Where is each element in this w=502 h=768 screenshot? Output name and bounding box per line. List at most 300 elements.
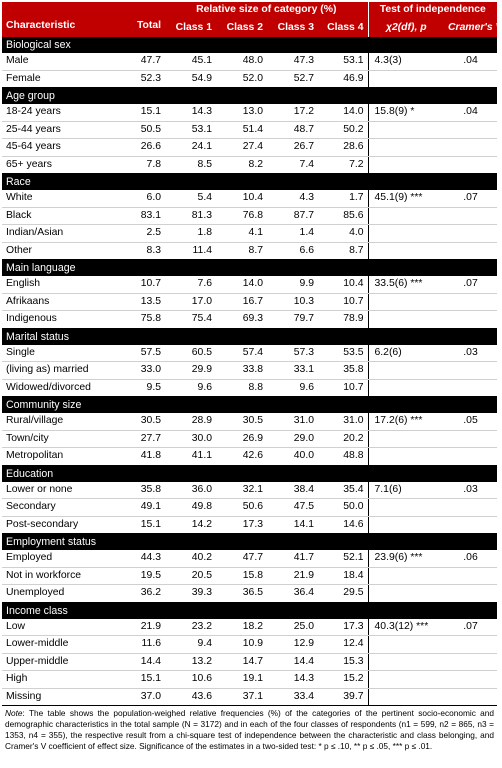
value-class-3: 29.0 (267, 430, 318, 448)
cramers-v-empty (444, 653, 497, 671)
section-title: Community size (2, 397, 497, 414)
value-class-4: 7.2 (318, 156, 368, 174)
table-row (2, 121, 497, 139)
row-label: Lower-middle (2, 636, 120, 654)
value-class-3: 52.7 (267, 70, 318, 88)
table-note (2, 708, 497, 752)
cramers-v-empty (444, 156, 497, 174)
row-label: Lower or none (2, 482, 120, 499)
value-class-3: 38.4 (267, 482, 318, 499)
row-label: 45-64 years (2, 139, 120, 157)
value-class-1: 10.6 (165, 671, 216, 689)
chi-square-empty (368, 156, 444, 174)
chi-square-empty (368, 448, 444, 466)
value-class-3: 1.4 (267, 225, 318, 243)
value-class-2: 52.0 (216, 70, 267, 88)
value-class-3: 40.0 (267, 448, 318, 466)
row-label: 18-24 years (2, 104, 120, 121)
cramers-v-value: .06 (444, 550, 497, 567)
value-class-4: 1.7 (318, 190, 368, 207)
value-class-2: 17.3 (216, 516, 267, 534)
section-title: Race (2, 174, 497, 191)
section-title: Main language (2, 260, 497, 277)
value-class-1: 9.4 (165, 636, 216, 654)
chi-square-empty (368, 567, 444, 585)
value-class-4: 29.5 (318, 585, 368, 603)
row-label: Indigenous (2, 311, 120, 329)
header-relative-size: Relative size of category (%) (165, 2, 368, 18)
value-class-3: 9.9 (267, 276, 318, 293)
table-row (2, 53, 497, 70)
value-class-1: 14.3 (165, 104, 216, 121)
chi-square-value: 7.1(6) (368, 482, 444, 499)
chi-square-empty (368, 585, 444, 603)
chi-square-value: 4.3(3) (368, 53, 444, 70)
value-class-2: 4.1 (216, 225, 267, 243)
value-class-3: 36.4 (267, 585, 318, 603)
table-row (2, 499, 497, 517)
chi-square-empty (368, 499, 444, 517)
cramers-v-value: .05 (444, 413, 497, 430)
value-class-4: 10.4 (318, 276, 368, 293)
value-class-1: 24.1 (165, 139, 216, 157)
value-total: 52.3 (120, 70, 165, 88)
value-total: 11.6 (120, 636, 165, 654)
value-class-2: 13.0 (216, 104, 267, 121)
table-row (2, 653, 497, 671)
value-class-3: 14.4 (267, 653, 318, 671)
value-total: 83.1 (120, 207, 165, 225)
section-title: Education (2, 465, 497, 482)
value-class-2: 26.9 (216, 430, 267, 448)
chi-square-empty (368, 207, 444, 225)
value-class-4: 8.7 (318, 242, 368, 260)
value-class-3: 21.9 (267, 567, 318, 585)
row-label: Indian/Asian (2, 225, 120, 243)
section-title: Employment status (2, 534, 497, 551)
table-row (2, 190, 497, 207)
row-label: Afrikaans (2, 293, 120, 311)
value-class-4: 17.3 (318, 619, 368, 636)
value-total: 7.8 (120, 156, 165, 174)
table-header (2, 2, 502, 37)
row-label: Other (2, 242, 120, 260)
value-total: 27.7 (120, 430, 165, 448)
row-label: Post-secondary (2, 516, 120, 534)
header-class-2: Class 2 (216, 18, 267, 37)
value-total: 8.3 (120, 242, 165, 260)
value-class-4: 15.2 (318, 671, 368, 689)
value-total: 33.0 (120, 362, 165, 380)
value-total: 37.0 (120, 688, 165, 706)
cramers-v-empty (444, 499, 497, 517)
header-total: Total (120, 2, 165, 37)
cramers-v-value: .07 (444, 190, 497, 207)
value-class-4: 50.2 (318, 121, 368, 139)
row-label: High (2, 671, 120, 689)
row-label: Upper-middle (2, 653, 120, 671)
value-class-4: 53.5 (318, 345, 368, 362)
table-row (2, 379, 497, 397)
cramers-v-value: .07 (444, 619, 497, 636)
value-total: 15.1 (120, 671, 165, 689)
table-row (2, 362, 497, 380)
value-total: 15.1 (120, 104, 165, 121)
row-label: Metropolitan (2, 448, 120, 466)
section-header-row (2, 260, 497, 277)
value-total: 35.8 (120, 482, 165, 499)
value-class-4: 14.6 (318, 516, 368, 534)
section-header-row (2, 174, 497, 191)
value-total: 75.8 (120, 311, 165, 329)
value-total: 30.5 (120, 413, 165, 430)
value-class-1: 8.5 (165, 156, 216, 174)
value-class-4: 39.7 (318, 688, 368, 706)
chi-square-empty (368, 293, 444, 311)
value-class-3: 31.0 (267, 413, 318, 430)
chi-square-value: 45.1(9) *** (368, 190, 444, 207)
value-class-3: 9.6 (267, 379, 318, 397)
value-class-1: 17.0 (165, 293, 216, 311)
value-class-4: 15.3 (318, 653, 368, 671)
section-title: Income class (2, 602, 497, 619)
chi-square-empty (368, 636, 444, 654)
table-row (2, 688, 497, 706)
value-class-2: 19.1 (216, 671, 267, 689)
chi-square-empty (368, 311, 444, 329)
note-text: : The table shows the population-weighed relative frequencies (%) of the categories of the pertinent socio-economic and demographic characteristics in the total sample (N = 3172) and in each of the four classes of respondents (n1 = 599, n2 = 865, n3 = 1353, n4 = 355), the respective result from a chi-square test of independence between the characteristic and class belonging, and Cramer's V coefficient of effect size. Significance of the estimates in a two-sided test: * p ≤ .10, ** p ≤ .05, *** p ≤ .01. (5, 708, 494, 751)
table-body (2, 37, 497, 706)
section-header-row (2, 465, 497, 482)
cramers-v-empty (444, 516, 497, 534)
row-label: Missing (2, 688, 120, 706)
value-class-3: 14.1 (267, 516, 318, 534)
table-row (2, 516, 497, 534)
cramers-v-empty (444, 70, 497, 88)
value-class-1: 11.4 (165, 242, 216, 260)
value-class-3: 48.7 (267, 121, 318, 139)
value-class-3: 12.9 (267, 636, 318, 654)
value-class-4: 50.0 (318, 499, 368, 517)
value-class-2: 37.1 (216, 688, 267, 706)
value-class-1: 23.2 (165, 619, 216, 636)
row-label: Male (2, 53, 120, 70)
cramers-v-empty (444, 311, 497, 329)
value-class-4: 78.9 (318, 311, 368, 329)
table-row (2, 482, 497, 499)
cramers-v-empty (444, 379, 497, 397)
value-class-1: 43.6 (165, 688, 216, 706)
cramers-v-empty (444, 242, 497, 260)
chi-square-empty (368, 242, 444, 260)
chi-square-value: 6.2(6) (368, 345, 444, 362)
value-total: 19.5 (120, 567, 165, 585)
value-class-2: 76.8 (216, 207, 267, 225)
value-total: 6.0 (120, 190, 165, 207)
value-class-2: 10.9 (216, 636, 267, 654)
cramers-v-value: .03 (444, 345, 497, 362)
table-row (2, 311, 497, 329)
value-class-1: 29.9 (165, 362, 216, 380)
value-class-1: 39.3 (165, 585, 216, 603)
value-class-3: 26.7 (267, 139, 318, 157)
value-class-1: 28.9 (165, 413, 216, 430)
value-class-2: 8.2 (216, 156, 267, 174)
header-class-3: Class 3 (267, 18, 318, 37)
value-class-2: 69.3 (216, 311, 267, 329)
row-label: Widowed/divorced (2, 379, 120, 397)
value-class-2: 50.6 (216, 499, 267, 517)
value-class-3: 7.4 (267, 156, 318, 174)
value-class-2: 33.8 (216, 362, 267, 380)
cramers-v-empty (444, 225, 497, 243)
row-label: 65+ years (2, 156, 120, 174)
value-class-2: 14.7 (216, 653, 267, 671)
value-class-1: 7.6 (165, 276, 216, 293)
value-class-3: 87.7 (267, 207, 318, 225)
table-row (2, 225, 497, 243)
value-class-3: 6.6 (267, 242, 318, 260)
value-class-3: 47.3 (267, 53, 318, 70)
note-label: Note (5, 708, 23, 718)
row-label: Black (2, 207, 120, 225)
value-class-1: 14.2 (165, 516, 216, 534)
table-row (2, 619, 497, 636)
table-row (2, 550, 497, 567)
value-class-1: 1.8 (165, 225, 216, 243)
value-class-4: 10.7 (318, 293, 368, 311)
chi-square-empty (368, 516, 444, 534)
value-class-1: 9.6 (165, 379, 216, 397)
value-class-4: 35.8 (318, 362, 368, 380)
header-class-1: Class 1 (165, 18, 216, 37)
value-class-4: 52.1 (318, 550, 368, 567)
chi-square-empty (368, 139, 444, 157)
value-total: 15.1 (120, 516, 165, 534)
cramers-v-value: .03 (444, 482, 497, 499)
table-row (2, 585, 497, 603)
value-class-3: 4.3 (267, 190, 318, 207)
cramers-v-empty (444, 430, 497, 448)
value-class-1: 36.0 (165, 482, 216, 499)
value-class-3: 41.7 (267, 550, 318, 567)
row-label: White (2, 190, 120, 207)
value-class-3: 14.3 (267, 671, 318, 689)
value-total: 41.8 (120, 448, 165, 466)
table-figure (2, 2, 502, 752)
row-label: Town/city (2, 430, 120, 448)
section-title: Age group (2, 88, 497, 105)
table-row (2, 242, 497, 260)
table-row (2, 448, 497, 466)
row-label: 25-44 years (2, 121, 120, 139)
cramers-v-empty (444, 139, 497, 157)
cramers-v-value: .07 (444, 276, 497, 293)
value-class-2: 30.5 (216, 413, 267, 430)
header-characteristic: Characteristic (2, 2, 120, 37)
value-class-1: 40.2 (165, 550, 216, 567)
cramers-v-empty (444, 121, 497, 139)
cramers-v-empty (444, 293, 497, 311)
value-class-2: 42.6 (216, 448, 267, 466)
cramers-v-empty (444, 448, 497, 466)
header-test-of-independence: Test of independence (368, 2, 497, 18)
row-label: Not in workforce (2, 567, 120, 585)
value-class-2: 47.7 (216, 550, 267, 567)
table-row (2, 671, 497, 689)
value-class-4: 10.7 (318, 379, 368, 397)
header-chi-square: χ2(df), p (368, 18, 444, 37)
chi-square-empty (368, 671, 444, 689)
value-class-3: 79.7 (267, 311, 318, 329)
cramers-v-empty (444, 567, 497, 585)
value-class-2: 15.8 (216, 567, 267, 585)
chi-square-value: 33.5(6) *** (368, 276, 444, 293)
value-class-1: 20.5 (165, 567, 216, 585)
table-row (2, 70, 497, 88)
section-header-row (2, 397, 497, 414)
value-class-2: 32.1 (216, 482, 267, 499)
chi-square-value: 17.2(6) *** (368, 413, 444, 430)
value-class-2: 36.5 (216, 585, 267, 603)
row-label: (living as) married (2, 362, 120, 380)
value-total: 13.5 (120, 293, 165, 311)
row-label: Employed (2, 550, 120, 567)
table-row (2, 293, 497, 311)
value-class-1: 49.8 (165, 499, 216, 517)
chi-square-empty (368, 430, 444, 448)
chi-square-empty (368, 70, 444, 88)
value-class-4: 12.4 (318, 636, 368, 654)
value-class-4: 28.6 (318, 139, 368, 157)
cramers-v-empty (444, 636, 497, 654)
value-class-1: 45.1 (165, 53, 216, 70)
value-class-1: 81.3 (165, 207, 216, 225)
cramers-v-empty (444, 671, 497, 689)
table-row (2, 636, 497, 654)
table-row (2, 345, 497, 362)
value-class-2: 57.4 (216, 345, 267, 362)
value-total: 14.4 (120, 653, 165, 671)
value-class-2: 8.8 (216, 379, 267, 397)
row-label: Unemployed (2, 585, 120, 603)
row-label: Female (2, 70, 120, 88)
cramers-v-empty (444, 688, 497, 706)
value-total: 36.2 (120, 585, 165, 603)
chi-square-empty (368, 379, 444, 397)
value-total: 2.5 (120, 225, 165, 243)
value-total: 49.1 (120, 499, 165, 517)
value-class-4: 14.0 (318, 104, 368, 121)
chi-square-empty (368, 688, 444, 706)
section-header-row (2, 88, 497, 105)
value-class-2: 18.2 (216, 619, 267, 636)
table-row (2, 139, 497, 157)
value-class-1: 53.1 (165, 121, 216, 139)
header-class-4: Class 4 (318, 18, 368, 37)
table-row (2, 104, 497, 121)
value-class-4: 4.0 (318, 225, 368, 243)
table-row (2, 207, 497, 225)
value-class-2: 27.4 (216, 139, 267, 157)
value-class-3: 47.5 (267, 499, 318, 517)
chi-square-value: 23.9(6) *** (368, 550, 444, 567)
chi-square-empty (368, 121, 444, 139)
section-title: Biological sex (2, 37, 497, 53)
chi-square-empty (368, 362, 444, 380)
row-label: Low (2, 619, 120, 636)
value-total: 47.7 (120, 53, 165, 70)
value-class-2: 8.7 (216, 242, 267, 260)
value-total: 57.5 (120, 345, 165, 362)
value-class-2: 16.7 (216, 293, 267, 311)
value-class-3: 33.1 (267, 362, 318, 380)
value-class-1: 13.2 (165, 653, 216, 671)
value-class-1: 60.5 (165, 345, 216, 362)
value-class-1: 54.9 (165, 70, 216, 88)
section-header-row (2, 602, 497, 619)
value-class-4: 46.9 (318, 70, 368, 88)
chi-square-value: 15.8(9) * (368, 104, 444, 121)
value-class-1: 5.4 (165, 190, 216, 207)
descriptive-statistics-table (2, 2, 502, 706)
cramers-v-value: .04 (444, 53, 497, 70)
value-class-4: 18.4 (318, 567, 368, 585)
table-row (2, 276, 497, 293)
cramers-v-value: .04 (444, 104, 497, 121)
cramers-v-empty (444, 585, 497, 603)
row-label: Single (2, 345, 120, 362)
value-class-3: 10.3 (267, 293, 318, 311)
table-row (2, 156, 497, 174)
table-row (2, 430, 497, 448)
section-title: Marital status (2, 328, 497, 345)
value-class-2: 14.0 (216, 276, 267, 293)
value-class-4: 48.8 (318, 448, 368, 466)
value-class-4: 53.1 (318, 53, 368, 70)
value-class-2: 51.4 (216, 121, 267, 139)
row-label: Secondary (2, 499, 120, 517)
value-class-3: 33.4 (267, 688, 318, 706)
chi-square-empty (368, 653, 444, 671)
value-class-3: 17.2 (267, 104, 318, 121)
section-header-row (2, 37, 497, 53)
section-header-row (2, 328, 497, 345)
value-class-1: 30.0 (165, 430, 216, 448)
chi-square-empty (368, 225, 444, 243)
table-row (2, 567, 497, 585)
section-header-row (2, 534, 497, 551)
value-total: 26.6 (120, 139, 165, 157)
value-total: 21.9 (120, 619, 165, 636)
value-class-4: 31.0 (318, 413, 368, 430)
value-class-2: 48.0 (216, 53, 267, 70)
header-cramers-v: Cramer's V (444, 18, 497, 37)
cramers-v-empty (444, 362, 497, 380)
value-class-4: 20.2 (318, 430, 368, 448)
row-label: English (2, 276, 120, 293)
value-class-2: 10.4 (216, 190, 267, 207)
value-class-3: 57.3 (267, 345, 318, 362)
value-class-4: 85.6 (318, 207, 368, 225)
value-total: 10.7 (120, 276, 165, 293)
value-class-1: 41.1 (165, 448, 216, 466)
cramers-v-empty (444, 207, 497, 225)
value-class-1: 75.4 (165, 311, 216, 329)
value-class-3: 25.0 (267, 619, 318, 636)
row-label: Rural/village (2, 413, 120, 430)
chi-square-value: 40.3(12) *** (368, 619, 444, 636)
